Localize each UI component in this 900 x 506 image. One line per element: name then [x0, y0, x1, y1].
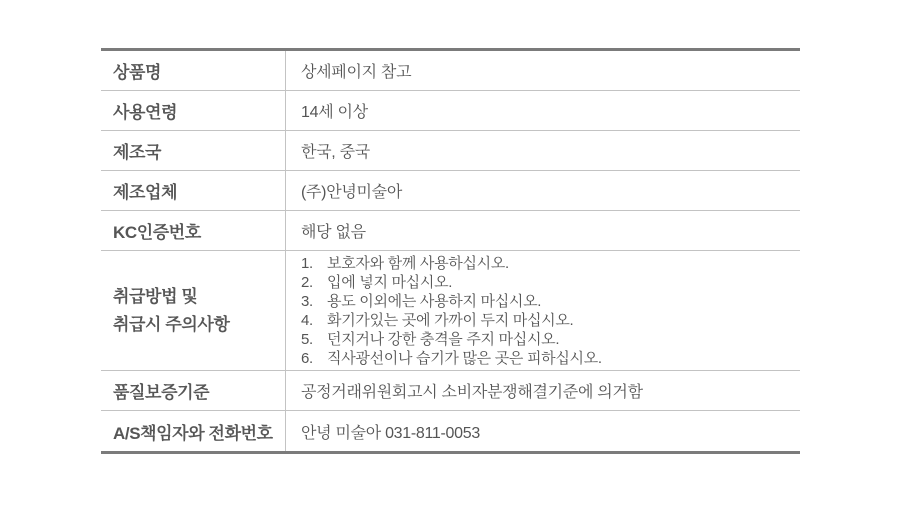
list-item-text: 화기가있는 곳에 가까이 두지 마십시오.	[327, 311, 574, 329]
row-label: 제조국	[113, 143, 162, 162]
list-item-text: 보호자와 함께 사용하십시오.	[327, 254, 509, 272]
list-item-text: 던지거나 강한 충격을 주지 마십시오.	[327, 330, 560, 348]
row-value: 상세페이지 참고	[285, 51, 800, 90]
table-row-product-name	[101, 51, 800, 91]
row-value: 해당 없음	[285, 211, 800, 250]
row-value: 한국, 중국	[285, 131, 800, 170]
precaution-list	[301, 254, 800, 368]
row-label: 품질보증기준	[113, 383, 210, 402]
row-value: (주)안녕미술아	[285, 171, 800, 210]
row-label: 상품명	[113, 63, 162, 82]
row-label-line: 취급방법 및	[113, 286, 198, 306]
table-row-country	[101, 131, 800, 171]
list-item-number: 5.	[301, 330, 313, 348]
list-item-number: 6.	[301, 349, 313, 367]
list-item	[301, 254, 800, 273]
row-value: 안녕 미술아 031-811-0053	[285, 411, 800, 451]
row-label: KC인증번호	[113, 223, 201, 242]
row-label	[101, 251, 285, 370]
list-item-text: 직사광선이나 습기가 많은 곳은 피하십시오.	[327, 349, 602, 367]
list-item	[301, 273, 800, 292]
product-info-table	[101, 48, 800, 454]
row-label: 제조업체	[113, 183, 178, 202]
list-item-number: 2.	[301, 273, 313, 291]
row-value: 공정거래위원회고시 소비자분쟁해결기준에 의거함	[285, 371, 800, 410]
list-item-number: 4.	[301, 311, 313, 329]
list-item	[301, 292, 800, 311]
list-item	[301, 311, 800, 330]
table-row-as-contact	[101, 411, 800, 451]
table-row-usage-age	[101, 91, 800, 131]
row-label-line: 취급시 주의사항	[113, 314, 230, 334]
table-row-handling-precautions	[101, 251, 800, 371]
table-row-manufacturer	[101, 171, 800, 211]
row-label: A/S책임자와 전화번호	[113, 423, 273, 443]
table-row-quality-assurance	[101, 371, 800, 411]
row-value	[285, 251, 800, 370]
table-row-kc-cert	[101, 211, 800, 251]
list-item	[301, 349, 800, 368]
list-item-text: 입에 넣지 마십시오.	[327, 273, 453, 291]
list-item-number: 3.	[301, 292, 313, 310]
list-item-text: 용도 이외에는 사용하지 마십시오.	[327, 292, 542, 310]
list-item	[301, 330, 800, 349]
row-label: 사용연령	[113, 103, 178, 122]
row-value: 14세 이상	[285, 91, 800, 130]
list-item-number: 1.	[301, 254, 313, 272]
